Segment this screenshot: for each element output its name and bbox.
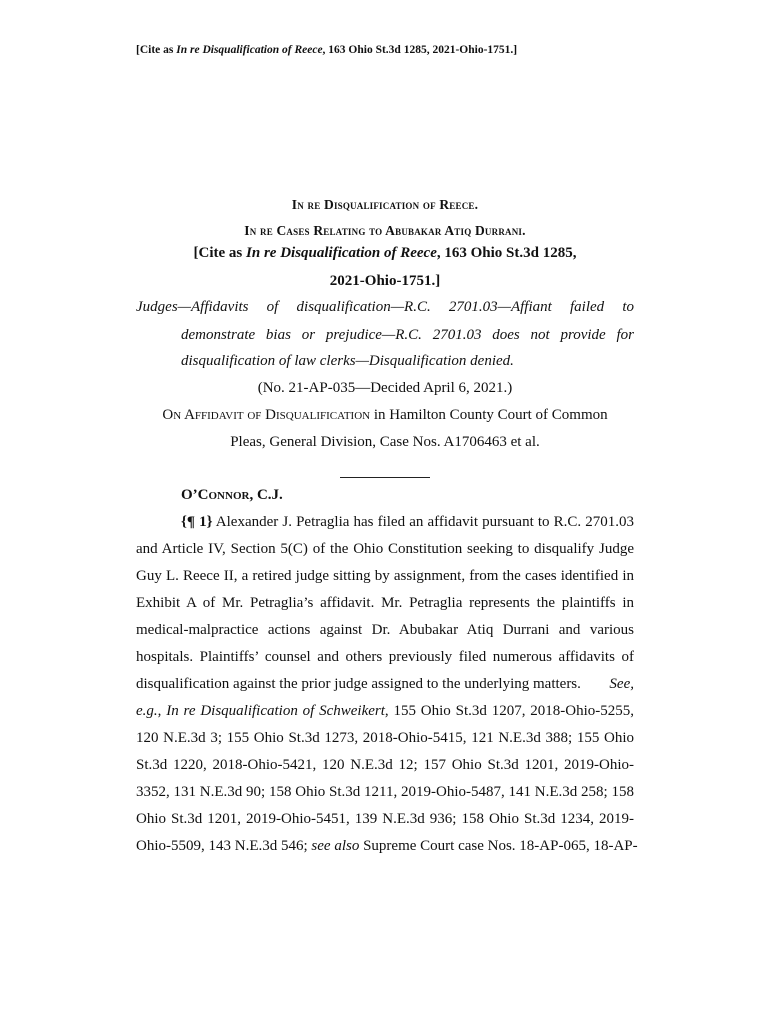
body-line bbox=[181, 514, 634, 531]
body-line: hospitals. Plaintiffs’ counsel and others previously filed numerous affidavits of bbox=[136, 649, 634, 665]
docket-line: (No. 21-AP-035—Decided April 6, 2021.) bbox=[257, 380, 513, 396]
cite-line bbox=[0, 245, 770, 262]
signal-eg: e.g. bbox=[136, 703, 158, 719]
section-divider bbox=[340, 477, 430, 478]
cited-case-name: In re Disqualification of Schweikert bbox=[166, 703, 385, 719]
body-line: Exhibit A of Mr. Petraglia’s affidavit. Mr. Petraglia represents the plaintiffs in bbox=[136, 595, 634, 611]
paragraph-number: {¶ 1} bbox=[181, 514, 213, 530]
case-subtitle: In re Cases Relating to Abubakar Atiq Durrani. bbox=[244, 223, 526, 238]
body-line: Guy L. Reece II, a retired judge sitting by assignment, from the cases identified in bbox=[136, 568, 634, 584]
header-case-name: In re Disqualification of Reece bbox=[176, 44, 323, 56]
affidavit-line-2: Pleas, General Division, Case Nos. A1706463 et al. bbox=[230, 434, 540, 450]
body-line bbox=[136, 676, 634, 693]
header-text: [Cite as bbox=[136, 44, 177, 56]
opinion-author: O’Connor, C.J. bbox=[181, 487, 283, 503]
body-line: 3352, 131 N.E.3d 90; 158 Ohio St.3d 1211, 2019-Ohio-5487, 141 N.E.3d 258; 158 bbox=[136, 784, 634, 800]
body-line bbox=[136, 703, 634, 720]
body-line: Ohio St.3d 1201, 2019-Ohio-5451, 139 N.E.3d 936; 158 Ohio St.3d 1234, 2019- bbox=[136, 811, 634, 827]
body-line bbox=[136, 838, 638, 855]
syllabus-line: demonstrate bias or prejudice—R.C. 2701.03 does not provide for bbox=[181, 327, 634, 343]
body-text: Supreme Court case Nos. 18-AP-065, 18-AP- bbox=[359, 838, 638, 854]
signal-see: See, bbox=[609, 676, 634, 692]
running-header bbox=[136, 44, 517, 56]
body-text: Alexander J. Petraglia has filed an affidavit pursuant to R.C. 2701.03 bbox=[212, 514, 634, 530]
syllabus-line: disqualification of law clerks—Disqualification denied. bbox=[181, 353, 514, 369]
body-text: disqualification against the prior judge assigned to the underlying matters. bbox=[136, 676, 581, 692]
cite-prefix: [Cite as bbox=[193, 245, 247, 261]
cite-reporter: , 163 Ohio St.3d 1285, bbox=[436, 245, 577, 261]
body-line: medical-malpractice actions against Dr. Abubakar Atiq Durrani and various bbox=[136, 622, 634, 638]
body-text: , 155 Ohio St.3d 1207, 2018-Ohio-5255, bbox=[384, 703, 635, 719]
body-line: St.3d 1220, 2018-Ohio-5421, 120 N.E.3d 12; 157 Ohio St.3d 1201, 2019-Ohio- bbox=[136, 757, 634, 773]
cite-case-name: In re Disqualification of Reece bbox=[246, 245, 437, 261]
body-line: and Article IV, Section 5(C) of the Ohio Constitution seeking to disqualify Judge bbox=[136, 541, 634, 557]
cite-webcite: 2021-Ohio-1751.] bbox=[329, 273, 441, 289]
body-text: Ohio-5509, 143 N.E.3d 546; bbox=[136, 838, 312, 854]
signal-see-also: see also bbox=[311, 838, 360, 854]
body-text: , bbox=[157, 703, 167, 719]
affidavit-label: On Affidavit of Disqualification bbox=[162, 407, 371, 423]
header-citation: , 163 Ohio St.3d 1285, 2021-Ohio-1751.] bbox=[322, 44, 518, 56]
affidavit-line bbox=[0, 407, 770, 424]
affidavit-court: in Hamilton County Court of Common bbox=[370, 407, 608, 423]
syllabus-line: Judges—Affidavits of disqualification—R.C. 2701.03—Affiant failed to bbox=[136, 299, 634, 315]
case-title: In re Disqualification of Reece. bbox=[291, 197, 479, 212]
body-line: 120 N.E.3d 3; 155 Ohio St.3d 1273, 2018-Ohio-5415, 121 N.E.3d 388; 155 Ohio bbox=[136, 730, 634, 746]
